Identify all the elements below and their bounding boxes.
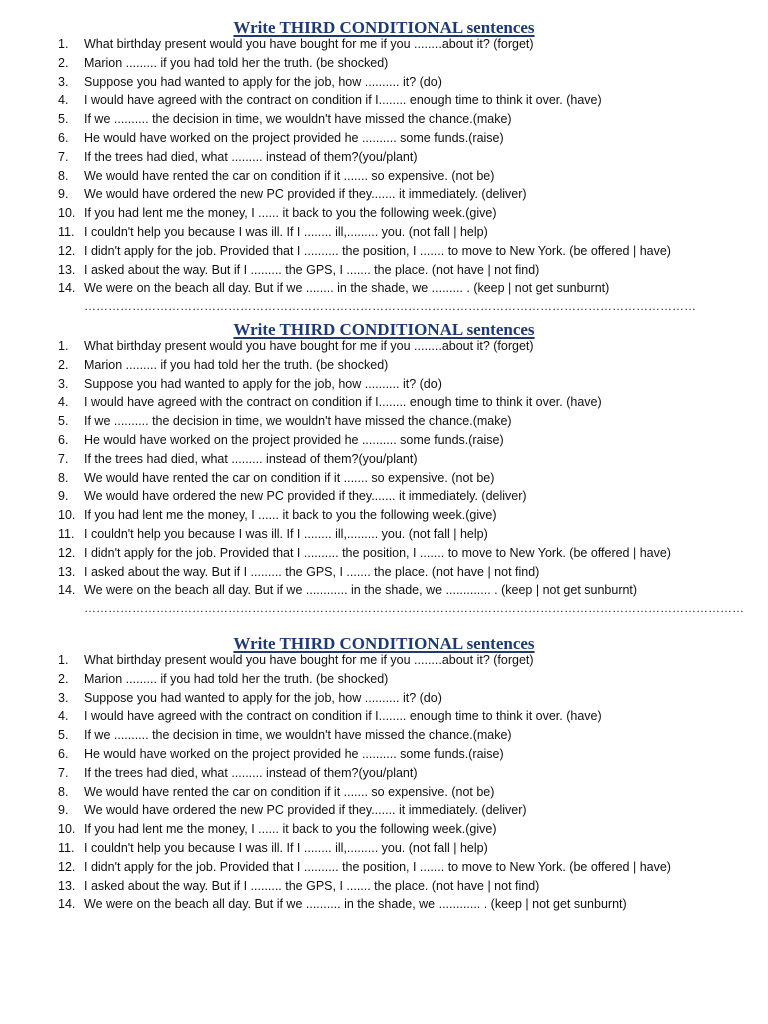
list-item: 2. Marion ......... if you had told her the truth. (be shocked)	[58, 357, 389, 372]
list-item: 9. We would have ordered the new PC provided if they....... it immediately. (deliver)	[58, 803, 527, 818]
list-item: 2. Marion ......... if you had told her the truth. (be shocked)	[58, 671, 389, 686]
list-item: 12. I didn't apply for the job. Provided that I .......... the position, I ....... to move to New York. (be offered | have)	[58, 545, 671, 560]
exercise-list	[0, 35, 768, 298]
list-item: 14. We were on the beach all day. But if we ............ in the shade, we ............. . (keep | not get sunburnt)	[58, 583, 638, 598]
list-item: 13. I asked about the way. But if I ......... the GPS, I ....... the place. (not have | not find)	[58, 262, 540, 277]
list-item: 3. Suppose you had wanted to apply for the job, how .......... it? (do)	[58, 690, 442, 705]
list-item: 1. What birthday present would you have bought for me if you ........about it? (forget)	[58, 37, 534, 51]
list-item: 1. What birthday present would you have bought for me if you ........about it? (forget)	[58, 339, 534, 353]
dotted-separator: …………………………………………………………………………………………………………………………………………………	[84, 601, 744, 615]
list-item: 12. I didn't apply for the job. Provided that I .......... the position, I ....... to move to New York. (be offered | have)	[58, 243, 671, 258]
exercise-list	[0, 337, 768, 600]
list-item: 13. I asked about the way. But if I ......... the GPS, I ....... the place. (not have | not find)	[58, 878, 540, 893]
list-item: 9. We would have ordered the new PC provided if they....... it immediately. (deliver)	[58, 489, 527, 504]
list-item: 7. If the trees had died, what ......... instead of them?(you/plant)	[58, 149, 418, 164]
list-item: 2. Marion ......... if you had told her the truth. (be shocked)	[58, 55, 389, 70]
list-item: 9. We would have ordered the new PC provided if they....... it immediately. (deliver)	[58, 187, 527, 202]
list-item: 4. I would have agreed with the contract on condition if I........ enough time to think it over. (have)	[58, 709, 602, 724]
list-item: 5. If we .......... the decision in time, we wouldn't have missed the chance.(make)	[58, 414, 512, 429]
list-item: 10. If you had lent me the money, I ...... it back to you the following week.(give)	[58, 508, 497, 523]
list-item: 4. I would have agreed with the contract on condition if I........ enough time to think it over. (have)	[58, 93, 602, 108]
dotted-separator: ………………………………………………………………………………………………………………………………………	[84, 299, 696, 313]
exercise-list	[0, 651, 768, 914]
list-item: 12. I didn't apply for the job. Provided that I .......... the position, I ....... to move to New York. (be offered | have)	[58, 859, 671, 874]
list-item: 11. I couldn't help you because I was ill. If I ........ ill,......... you. (not fall | help)	[58, 526, 488, 541]
list-item: 10. If you had lent me the money, I ...... it back to you the following week.(give)	[58, 822, 497, 837]
list-item: 10. If you had lent me the money, I ...... it back to you the following week.(give)	[58, 206, 497, 221]
list-item: 11. I couldn't help you because I was ill. If I ........ ill,......... you. (not fall | help)	[58, 840, 488, 855]
list-item: 3. Suppose you had wanted to apply for the job, how .......... it? (do)	[58, 74, 442, 89]
list-item: 6. He would have worked on the project provided he .......... some funds.(raise)	[58, 432, 504, 447]
list-item: 8. We would have rented the car on condition if it ....... so expensive. (not be)	[58, 470, 495, 485]
list-item: 5. If we .......... the decision in time, we wouldn't have missed the chance.(make)	[58, 728, 512, 743]
list-item: 13. I asked about the way. But if I ......... the GPS, I ....... the place. (not have | not find)	[58, 564, 540, 579]
list-item: 7. If the trees had died, what ......... instead of them?(you/plant)	[58, 451, 418, 466]
section-title: Write THIRD CONDITIONAL sentences	[233, 320, 535, 339]
list-item: 11. I couldn't help you because I was ill. If I ........ ill,......... you. (not fall | help)	[58, 224, 488, 239]
list-item: 3. Suppose you had wanted to apply for the job, how .......... it? (do)	[58, 376, 442, 391]
list-item: 6. He would have worked on the project provided he .......... some funds.(raise)	[58, 130, 504, 145]
section-title: Write THIRD CONDITIONAL sentences	[233, 18, 535, 37]
list-item: 4. I would have agreed with the contract on condition if I........ enough time to think it over. (have)	[58, 395, 602, 410]
list-item: 8. We would have rented the car on condition if it ....... so expensive. (not be)	[58, 168, 495, 183]
list-item: 14. We were on the beach all day. But if we .......... in the shade, we ............ . (keep | not get sunburnt)	[58, 897, 627, 912]
list-item: 1. What birthday present would you have bought for me if you ........about it? (forget)	[58, 653, 534, 667]
list-item: 7. If the trees had died, what ......... instead of them?(you/plant)	[58, 765, 418, 780]
list-item: 5. If we .......... the decision in time, we wouldn't have missed the chance.(make)	[58, 112, 512, 127]
list-item: 6. He would have worked on the project provided he .......... some funds.(raise)	[58, 746, 504, 761]
section-title: Write THIRD CONDITIONAL sentences	[233, 634, 535, 653]
list-item: 14. We were on the beach all day. But if we ........ in the shade, we ......... . (keep | not get sunburnt)	[58, 281, 610, 296]
list-item: 8. We would have rented the car on condition if it ....... so expensive. (not be)	[58, 784, 495, 799]
